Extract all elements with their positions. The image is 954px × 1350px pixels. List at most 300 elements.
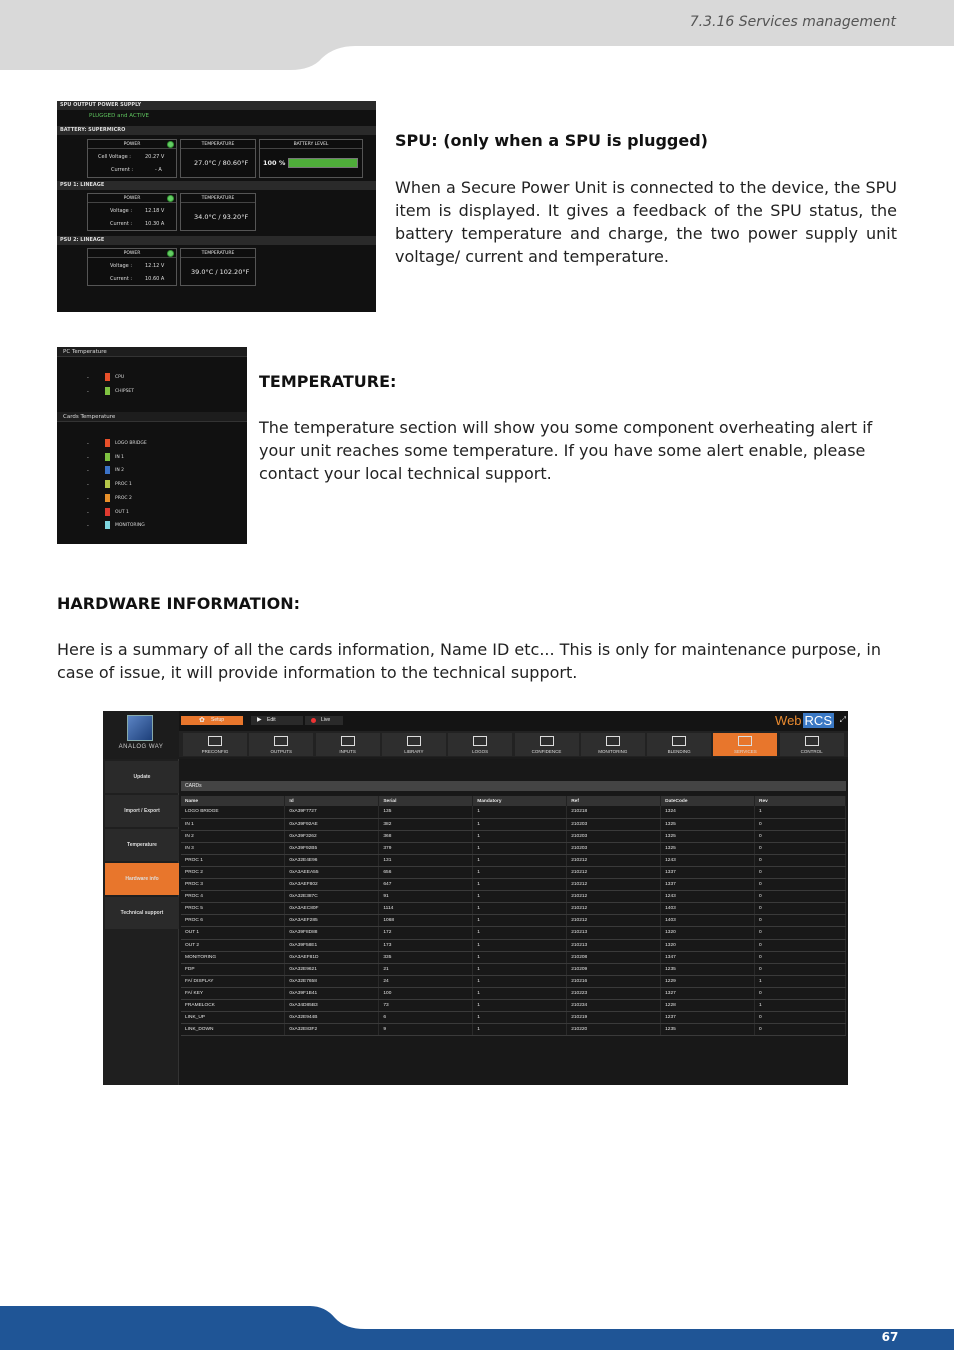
- card-name: PROC 1: [115, 482, 132, 488]
- cell-voltage-value: 20.27 V: [145, 154, 165, 160]
- psu2-power-box: [87, 248, 177, 286]
- psu1-current-value: 10.30 A: [145, 221, 165, 227]
- table-row: [181, 951, 846, 963]
- table-row: [181, 830, 846, 842]
- table-cell: 1243: [661, 854, 755, 866]
- ok-status-icon: [167, 195, 174, 202]
- table-cell: 1068: [379, 915, 473, 927]
- table-cell: PROC 1: [181, 854, 285, 866]
- table-cell: 21: [379, 963, 473, 975]
- table-cell: 1325: [661, 830, 755, 842]
- column-header[interactable]: Rev: [755, 796, 846, 806]
- table-cell: 1: [473, 1000, 567, 1012]
- table-row: [181, 927, 846, 939]
- table-cell: 210203: [567, 842, 661, 854]
- table-cell: MONITORING: [181, 951, 285, 963]
- table-cell: 210212: [567, 866, 661, 878]
- temperature-header: TEMPERATURE: [181, 249, 255, 258]
- psu2-current-label: Current :: [110, 276, 133, 282]
- cards-temperature-header: Cards Temperature: [57, 412, 247, 422]
- table-cell: 0: [755, 854, 846, 866]
- table-cell: 656: [379, 866, 473, 878]
- table-cell: 1337: [661, 866, 755, 878]
- color-swatch-icon: [105, 387, 110, 395]
- color-swatch-icon: [105, 466, 110, 474]
- card-name: PROC 2: [115, 495, 132, 501]
- column-header[interactable]: DateCode: [661, 796, 755, 806]
- temperature-heading: TEMPERATURE:: [259, 372, 397, 391]
- logos-icon: [473, 736, 487, 746]
- table-cell: 1: [473, 891, 567, 903]
- color-swatch-icon: [105, 373, 110, 381]
- table-row: [181, 987, 846, 999]
- table-cell: 210208: [567, 951, 661, 963]
- table-cell: 135: [379, 806, 473, 818]
- play-icon: ▶: [257, 717, 262, 723]
- card-name: MONITORING: [115, 523, 145, 529]
- table-cell: 100: [379, 987, 473, 999]
- web-text: Web: [775, 713, 802, 728]
- toolbar-confidence-button[interactable]: [515, 733, 579, 756]
- table-cell: 0: [755, 830, 846, 842]
- table-cell: 210212: [567, 879, 661, 891]
- table-cell: 1337: [661, 879, 755, 891]
- table-cell: LOGO BRIDGE: [181, 806, 285, 818]
- table-cell: PROC 2: [181, 866, 285, 878]
- table-cell: 0: [755, 842, 846, 854]
- power-header: POWER: [88, 140, 176, 149]
- tab-live[interactable]: [305, 716, 343, 725]
- color-swatch-icon: [105, 494, 110, 502]
- power-header: POWER: [88, 249, 176, 258]
- table-cell: 1347: [661, 951, 755, 963]
- color-swatch-icon: [105, 480, 110, 488]
- table-cell: 210203: [567, 830, 661, 842]
- table-row: [181, 866, 846, 878]
- table-cell: 210220: [567, 1024, 661, 1036]
- table-cell: 0xA3AEF802: [285, 879, 379, 891]
- table-cell: 0xA39F8D88: [285, 927, 379, 939]
- battery-band: BATTERY: SUPERMICRO: [57, 126, 376, 135]
- blending-icon: [672, 736, 686, 746]
- battery-level-header: BATTERY LEVEL: [260, 140, 362, 149]
- table-cell: 0xA3AEEA55: [285, 866, 379, 878]
- toolbar-label: LIBRARY: [404, 749, 424, 754]
- temperature-header: TEMPERATURE: [181, 140, 255, 149]
- psu2-voltage-label: Voltage :: [110, 263, 133, 269]
- toolbar-label: LOGOS: [472, 749, 489, 754]
- table-row: [181, 806, 846, 818]
- status-dash: -: [87, 468, 89, 475]
- table-cell: 0xA39F1B41: [285, 987, 379, 999]
- toolbar-label: SERVICES: [734, 749, 757, 754]
- table-cell: 6: [379, 1012, 473, 1024]
- column-header[interactable]: Serial: [379, 796, 473, 806]
- table-cell: 0: [755, 939, 846, 951]
- table-cell: 0xA3AEC80F: [285, 903, 379, 915]
- temperature-screenshot: [57, 347, 247, 544]
- card-name: LOGO BRIDGE: [115, 441, 147, 446]
- psu2-voltage-value: 12.12 V: [145, 263, 165, 269]
- control-icon: [805, 736, 819, 746]
- status-dash: -: [87, 495, 89, 502]
- status-dash: -: [87, 441, 89, 447]
- mode-tabs: [179, 711, 848, 731]
- table-cell: 1: [755, 806, 846, 818]
- toolbar-monitoring-button[interactable]: [581, 733, 645, 756]
- sidebar-item-technical-support[interactable]: Technical support: [105, 897, 179, 929]
- battery-power-box: [87, 139, 177, 178]
- table-cell: 0xA3AEF81D: [285, 951, 379, 963]
- status-dash: -: [87, 509, 89, 516]
- table-cell: 0: [755, 915, 846, 927]
- table-row: [181, 1012, 846, 1024]
- battery-level-text: 100 %: [263, 159, 286, 167]
- temperature-paragraph: The temperature section will show you some component overheating alert if your unit reaches some temperature. If you have some alert enable, please contact your local technical support.: [259, 418, 873, 483]
- table-cell: 0: [755, 891, 846, 903]
- table-cell: 0xA39F3262: [285, 830, 379, 842]
- table-row: [181, 1000, 846, 1012]
- table-row: [181, 939, 846, 951]
- table-cell: 1235: [661, 963, 755, 975]
- battery-level-fill: [289, 159, 357, 167]
- toolbar-label: PRECONFIG: [201, 749, 229, 754]
- table-cell: 210234: [567, 1000, 661, 1012]
- hardware-heading: HARDWARE INFORMATION:: [57, 594, 301, 613]
- table-cell: 0: [755, 1012, 846, 1024]
- sidebar-item-update[interactable]: Update: [105, 761, 179, 793]
- psu1-power-box: [87, 193, 177, 231]
- analog-way-logo: [103, 711, 179, 759]
- table-cell: 0xA39F92AE: [285, 818, 379, 830]
- table-cell: 1229: [661, 975, 755, 987]
- table-row: [181, 818, 846, 830]
- battery-temperature-value: 27.0°C / 80.60°F: [194, 159, 249, 167]
- cell-voltage-label: Cell Voltage :: [98, 154, 131, 160]
- table-cell: 1403: [661, 903, 755, 915]
- toolbar-label: BLENDING: [667, 749, 691, 754]
- table-cell: OUT 1: [181, 927, 285, 939]
- table-cell: 1: [473, 806, 567, 818]
- psu1-temperature-value: 34.0°C / 93.20°F: [194, 213, 249, 221]
- table-cell: 335: [379, 951, 473, 963]
- table-cell: IN 3: [181, 842, 285, 854]
- table-cell: 1235: [661, 1024, 755, 1036]
- table-cell: 0: [755, 903, 846, 915]
- table-cell: 0: [755, 879, 846, 891]
- table-cell: 210212: [567, 854, 661, 866]
- table-cell: 379: [379, 842, 473, 854]
- table-row: [181, 879, 846, 891]
- table-cell: 1: [473, 939, 567, 951]
- table-cell: 1: [755, 975, 846, 987]
- page-number: 67: [881, 1330, 899, 1344]
- toolbar-library-button[interactable]: [382, 733, 446, 756]
- table-cell: 9: [379, 1024, 473, 1036]
- main-toolbar: [179, 731, 848, 757]
- table-cell: 0: [755, 927, 846, 939]
- spu-heading: SPU: (only when a SPU is plugged): [395, 131, 708, 150]
- table-cell: 0xA34D85B3: [285, 1000, 379, 1012]
- status-dash: -: [87, 523, 89, 530]
- tab-setup[interactable]: [181, 716, 243, 725]
- color-swatch-icon: [105, 521, 110, 529]
- psu1-voltage-label: Voltage :: [110, 208, 133, 214]
- gear-icon: ✿: [199, 717, 205, 724]
- table-cell: 1: [473, 987, 567, 999]
- table-cell: LINK_UP: [181, 1012, 285, 1024]
- psu2-temperature-box: [180, 248, 256, 286]
- brand-name: ANALOG WAY: [118, 744, 164, 750]
- table-cell: 0xA39F7727: [285, 806, 379, 818]
- cards-section-header: CARDs: [181, 781, 846, 791]
- status-dash: -: [87, 375, 89, 381]
- ok-status-icon: [167, 141, 174, 148]
- table-cell: 1: [473, 854, 567, 866]
- table-cell: 1: [473, 951, 567, 963]
- table-cell: 1: [755, 1000, 846, 1012]
- table-cell: 210218: [567, 806, 661, 818]
- table-cell: 1: [473, 975, 567, 987]
- footer-band: [0, 1302, 954, 1350]
- table-cell: 0xA32E4E96: [285, 854, 379, 866]
- table-cell: 1237: [661, 1012, 755, 1024]
- table-cell: 1: [473, 927, 567, 939]
- toolbar-label: OUTPUTS: [270, 749, 293, 754]
- table-cell: PROC 3: [181, 879, 285, 891]
- table-cell: 210212: [567, 891, 661, 903]
- current-value: - A: [155, 167, 162, 173]
- table-cell: 0xA32E944B: [285, 1012, 379, 1024]
- temperature-header: TEMPERATURE: [181, 194, 255, 203]
- fullscreen-icon[interactable]: ⤢: [839, 715, 846, 724]
- table-cell: 1: [473, 963, 567, 975]
- rcs-text: RCS: [804, 713, 832, 728]
- table-cell: 0: [755, 987, 846, 999]
- table-cell: IN 1: [181, 818, 285, 830]
- table-cell: 0: [755, 1024, 846, 1036]
- psu2-temperature-value: 39.0°C / 102.20°F: [191, 268, 250, 276]
- psu2-band: PSU 2: LINEAGE: [57, 236, 376, 245]
- ok-status-icon: [167, 250, 174, 257]
- table-cell: 131: [379, 854, 473, 866]
- table-cell: 210209: [567, 963, 661, 975]
- toolbar-label: CONFIDENCE: [531, 749, 562, 754]
- table-cell: 1: [473, 1012, 567, 1024]
- table-cell: LINK_DOWN: [181, 1024, 285, 1036]
- toolbar-blending-button[interactable]: [647, 733, 711, 756]
- table-row: [181, 854, 846, 866]
- toolbar-inputs-button[interactable]: [316, 733, 380, 756]
- psu1-band: PSU 1: LINEAGE: [57, 181, 376, 190]
- table-cell: 0: [755, 963, 846, 975]
- table-cell: 1228: [661, 1000, 755, 1012]
- table-cell: 0: [755, 951, 846, 963]
- hardware-info-panel: [179, 759, 848, 1085]
- pc-name: CHIPSET: [115, 388, 135, 394]
- toolbar-label: CONTROL: [800, 749, 823, 754]
- table-row: [181, 915, 846, 927]
- status-dash: -: [87, 482, 89, 489]
- table-cell: 0xA32E387C: [285, 891, 379, 903]
- toolbar-services-button[interactable]: [713, 733, 777, 756]
- outputs-icon: [274, 736, 288, 746]
- spu-status: PLUGGED and ACTIVE: [89, 113, 149, 119]
- column-header[interactable]: Id: [285, 796, 379, 806]
- table-cell: 210213: [567, 939, 661, 951]
- table-cell: 0: [755, 866, 846, 878]
- table-cell: 647: [379, 879, 473, 891]
- table-cell: 1320: [661, 939, 755, 951]
- battery-level-box: [259, 139, 363, 178]
- status-dash: -: [87, 388, 89, 395]
- psu2-current-value: 10.60 A: [145, 276, 165, 282]
- table-cell: OUT 2: [181, 939, 285, 951]
- card-name: IN 2: [115, 468, 124, 474]
- table-cell: 1: [473, 866, 567, 878]
- card-name: IN 1: [115, 454, 124, 460]
- toolbar-label: MONITORING: [598, 749, 628, 754]
- table-cell: 1324: [661, 806, 755, 818]
- battery-temperature-box: [180, 139, 256, 178]
- table-cell: 1: [473, 818, 567, 830]
- hardware-paragraph: Here is a summary of all the cards information, Name ID etc... This is only for maintenance purpose, in case of issue, it will provide information to the technical support.: [57, 640, 881, 682]
- tab-live-label: Live: [321, 717, 331, 723]
- preconfig-icon: [208, 736, 222, 746]
- record-icon: [311, 718, 316, 723]
- header-band: [0, 0, 954, 70]
- confidence-icon: [540, 736, 554, 746]
- table-cell: PROC 6: [181, 915, 285, 927]
- psu1-temperature-box: [180, 193, 256, 231]
- cards-table: [181, 796, 846, 1036]
- table-cell: 73: [379, 1000, 473, 1012]
- sidebar-item-import-export[interactable]: Import / Export: [105, 795, 179, 827]
- sidebar-item-temperature[interactable]: Temperature: [105, 829, 179, 861]
- table-cell: 210203: [567, 818, 661, 830]
- section-title: 7.3.16 Services management: [689, 14, 896, 30]
- table-cell: 368: [379, 830, 473, 842]
- toolbar-outputs-button[interactable]: [249, 733, 313, 756]
- table-cell: 0xA32E83F2: [285, 1024, 379, 1036]
- table-cell: FDP: [181, 963, 285, 975]
- column-header[interactable]: Name: [181, 796, 285, 806]
- table-cell: FRAMELOCK: [181, 1000, 285, 1012]
- table-cell: 210219: [567, 1012, 661, 1024]
- table-cell: 210216: [567, 975, 661, 987]
- services-sidebar: [103, 759, 179, 1085]
- table-cell: 173: [379, 939, 473, 951]
- table-row: [181, 1024, 846, 1036]
- table-cell: 1114: [379, 903, 473, 915]
- table-cell: FA/ DISPLAY: [181, 975, 285, 987]
- table-cell: 172: [379, 927, 473, 939]
- table-cell: 1: [473, 879, 567, 891]
- spu-output-band: SPU OUTPUT POWER SUPPLY: [57, 101, 376, 110]
- webrcs-logo: [775, 713, 834, 728]
- table-cell: 1403: [661, 915, 755, 927]
- power-header: POWER: [88, 194, 176, 203]
- table-cell: 0xA39F58E1: [285, 939, 379, 951]
- tab-edit[interactable]: [251, 716, 303, 725]
- sidebar-item-hardware-info[interactable]: Hardware info: [105, 863, 179, 895]
- inputs-icon: [341, 736, 355, 746]
- status-dash: -: [87, 454, 89, 461]
- table-row: [181, 975, 846, 987]
- table-cell: 91: [379, 891, 473, 903]
- table-row: [181, 903, 846, 915]
- table-cell: 1243: [661, 891, 755, 903]
- spu-paragraph: When a Secure Power Unit is connected to the device, the SPU item is displayed. It gives a feedback of the SPU status, the battery temperature and charge, the two power supply unit voltage/ current and temperature.: [395, 178, 897, 266]
- table-cell: 1327: [661, 987, 755, 999]
- table-row: [181, 963, 846, 975]
- table-cell: 1: [473, 915, 567, 927]
- footer-shape: [0, 1302, 954, 1350]
- table-cell: PROC 4: [181, 891, 285, 903]
- card-name: OUT 1: [115, 509, 129, 515]
- table-cell: 24: [379, 975, 473, 987]
- logo-mark-icon: [127, 715, 153, 741]
- table-cell: 382: [379, 818, 473, 830]
- table-row: [181, 891, 846, 903]
- column-header[interactable]: Mandatory: [473, 796, 567, 806]
- toolbar-label: INPUTS: [339, 749, 356, 754]
- monitoring-icon: [606, 736, 620, 746]
- column-header[interactable]: Ref: [567, 796, 661, 806]
- table-cell: 210223: [567, 987, 661, 999]
- psu1-current-label: Current :: [110, 221, 133, 227]
- table-cell: 1325: [661, 818, 755, 830]
- table-cell: PROC 5: [181, 903, 285, 915]
- table-cell: 210212: [567, 915, 661, 927]
- color-swatch-icon: [105, 508, 110, 516]
- table-cell: 210212: [567, 903, 661, 915]
- color-swatch-icon: [105, 439, 110, 447]
- toolbar-preconfig-button[interactable]: [183, 733, 247, 756]
- hardware-info-screenshot: [103, 711, 848, 1085]
- color-swatch-icon: [105, 453, 110, 461]
- battery-level-bar: [288, 158, 358, 168]
- services-icon: [738, 736, 752, 746]
- table-cell: 0xA32E7658: [285, 975, 379, 987]
- pc-temperature-header: PC Temperature: [57, 347, 247, 357]
- pc-name: CPU: [115, 375, 125, 380]
- current-label: Current :: [111, 167, 134, 173]
- table-cell: 1: [473, 830, 567, 842]
- toolbar-logos-button[interactable]: [448, 733, 512, 756]
- toolbar-control-button[interactable]: [780, 733, 844, 756]
- table-cell: 1: [473, 903, 567, 915]
- tab-setup-label: Setup: [211, 717, 225, 723]
- header-shape: [0, 0, 954, 70]
- table-cell: 0xA32E9621: [285, 963, 379, 975]
- table-cell: 1: [473, 842, 567, 854]
- table-cell: 1: [473, 1024, 567, 1036]
- table-cell: 0: [755, 818, 846, 830]
- table-row: [181, 842, 846, 854]
- table-cell: 1325: [661, 842, 755, 854]
- table-cell: IN 2: [181, 830, 285, 842]
- table-cell: FA/ KEY: [181, 987, 285, 999]
- table-cell: 210213: [567, 927, 661, 939]
- library-icon: [407, 736, 421, 746]
- table-cell: 1320: [661, 927, 755, 939]
- spu-screenshot: [57, 101, 376, 312]
- psu1-voltage-value: 12.18 V: [145, 208, 165, 214]
- table-cell: 0xA3AEF285: [285, 915, 379, 927]
- tab-edit-label: Edit: [267, 717, 276, 723]
- table-cell: 0xA39F92B5: [285, 842, 379, 854]
